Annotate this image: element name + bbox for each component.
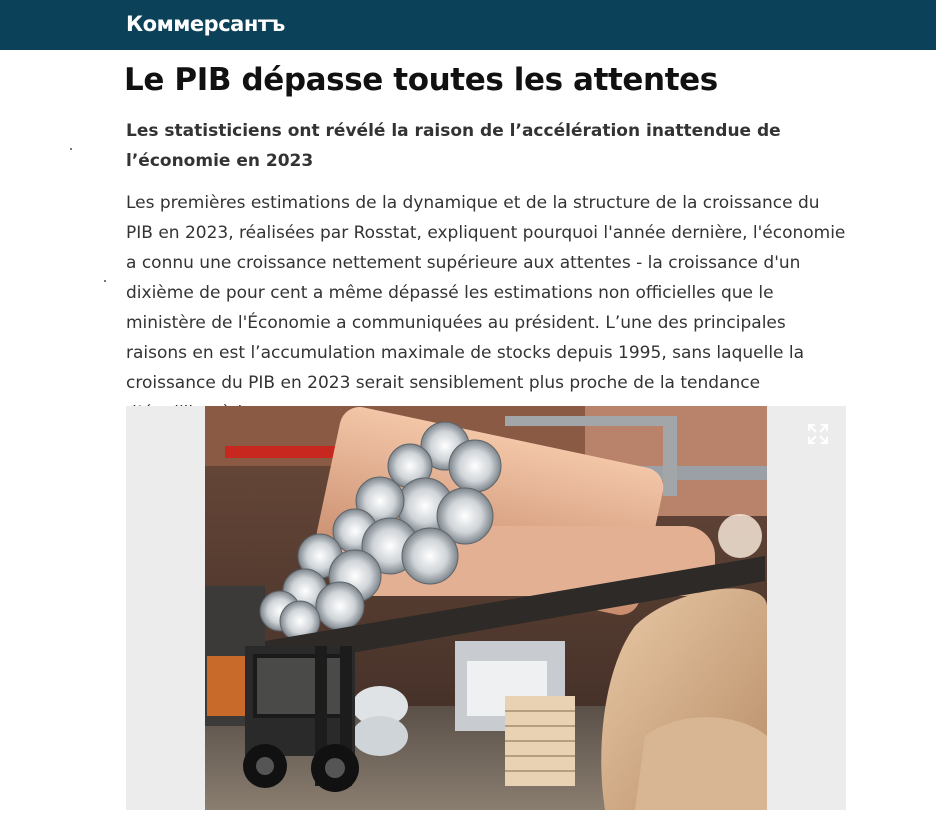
article-title: Le PIB dépasse toutes les attentes (124, 62, 718, 98)
expand-icon[interactable] (808, 424, 828, 444)
article-photo (205, 406, 767, 810)
article-image-container (126, 406, 846, 810)
stray-dot (70, 148, 72, 150)
stray-dot (104, 280, 106, 282)
header-bar (0, 0, 936, 50)
article-body: Les premières estimations de la dynamique et de la structure de la croissance du PIB en 2023, réalisées par Rosstat, expliquent pourquoi l'année dernière, l'économie a connu une croissance nettement supérieure aux attentes - la croissance d'un dixième de pour cent a même dépassé les estimations non officielles que le ministère de l'Économie a communiquées au président. L’une des principales raisons en est l’accumulation maximale de stocks depuis 1995, sans laquelle la croissance du PIB en 2023 serait sensiblement plus proche de la tendance (126, 193, 846, 393)
site-logo[interactable]: Коммерсантъ (126, 12, 285, 36)
article-subtitle: Les statisticiens ont révélé la raison de l’accélération inattendue de l’économie en 2023 (126, 121, 781, 171)
